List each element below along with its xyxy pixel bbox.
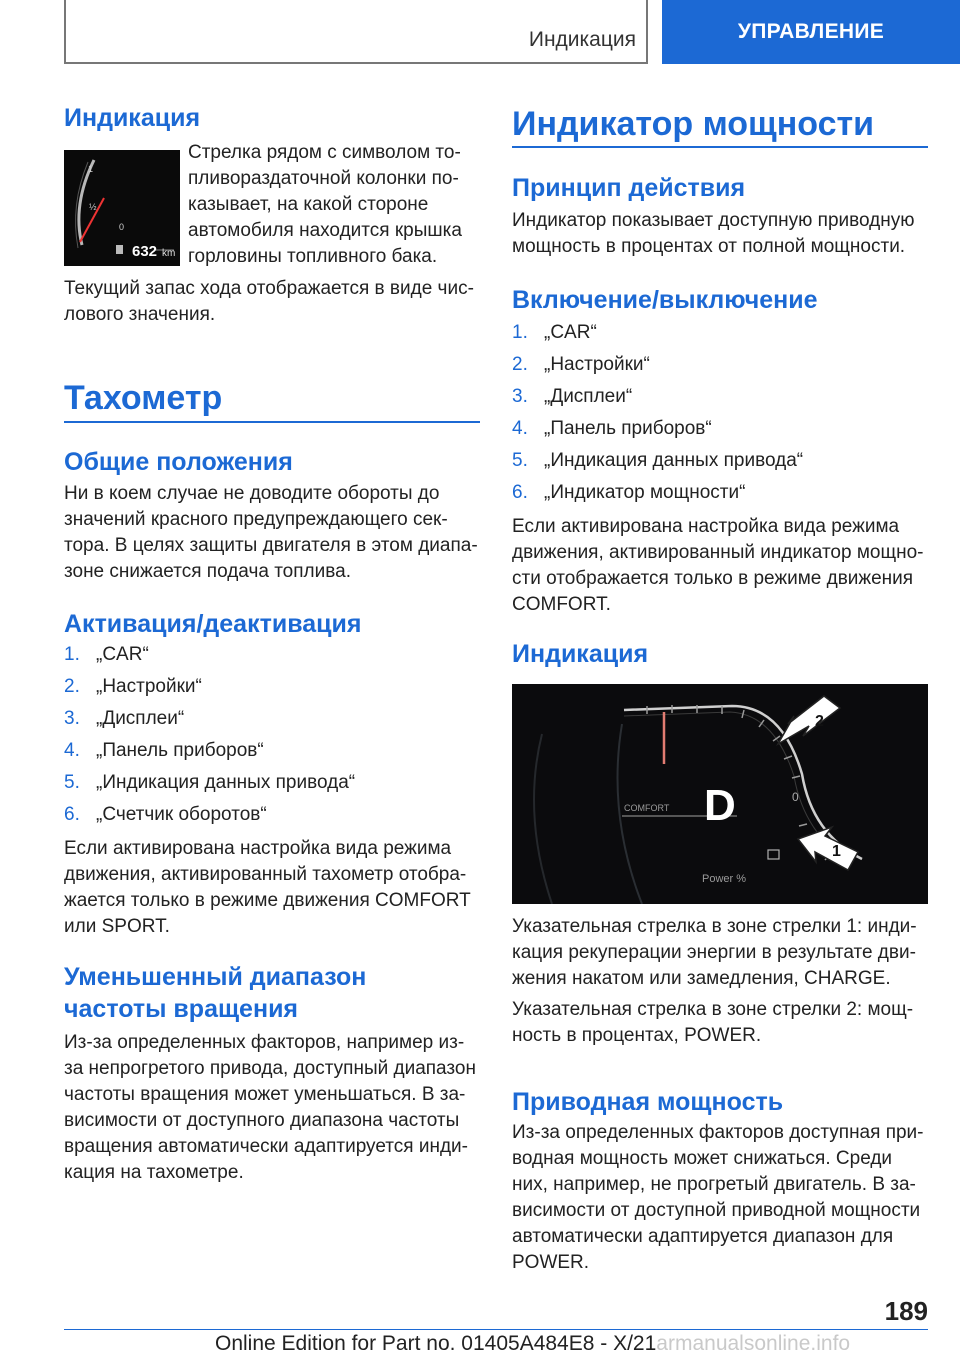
text-line: жается только в режиме движения COMFORT [64, 890, 471, 911]
fuel-gauge-image [64, 150, 180, 266]
text-line: кация рекуперации энергии в результате дви- [512, 942, 916, 963]
heading-line: частоты вращения [64, 995, 299, 1023]
text-line: Текущий запас хода отображается в виде чис- [64, 278, 474, 299]
activation-heading: Активация/деактивация [64, 610, 362, 638]
text-line: частоты вращения может уменьшаться. В за- [64, 1084, 466, 1105]
text-line: COMFORT. [512, 594, 611, 615]
text-line: Из-за определенных факторов, например из- [64, 1032, 465, 1053]
text-line: водная мощность может снижаться. Среди [512, 1148, 893, 1169]
text-line: горловины топливного бака. [188, 246, 438, 267]
page-number: 189 [884, 1296, 928, 1326]
section-rule [64, 421, 480, 423]
mode-label: COMFORT [624, 803, 670, 813]
text-line: лового значения. [64, 304, 216, 325]
text-line: мощность в процентах от полной мощности. [512, 236, 906, 257]
text-line: автоматически адаптируется диапазон для [512, 1226, 894, 1247]
power-display-graphic [512, 684, 928, 904]
range-description [64, 276, 474, 328]
text-line: тора. В целях защиты двигателя в этом диапа- [64, 535, 478, 556]
text-line: Стрелка рядом с символом то- [188, 142, 461, 163]
text-line: движения, активированный индикатор мощно- [512, 542, 924, 563]
list-item: 5. „Индикация данных привода“ [512, 450, 804, 471]
text-line: пливораздаточной колонки по- [188, 168, 459, 189]
power-indicator-heading: Индикатор мощности [512, 105, 875, 143]
text-line: Из-за определенных факторов доступная при- [512, 1122, 924, 1143]
onoff-note [512, 514, 924, 618]
range-unit: km [162, 248, 176, 259]
general-text [64, 481, 478, 585]
list-item: 3. „Дисплеи“ [64, 708, 185, 729]
text-line: за непрогретого привода, доступный диапазон [64, 1058, 476, 1079]
power-display-image [512, 684, 928, 904]
gear-indicator: D [704, 781, 736, 830]
text-line: кация на тахометре. [64, 1162, 244, 1183]
list-item: 4. „Панель приборов“ [64, 740, 264, 761]
text-line: вращения автоматически адаптируется инди- [64, 1136, 468, 1157]
list-item: 6. „Счетчик оборотов“ [64, 804, 267, 825]
text-line: Если активирована настройка вида режима [64, 838, 452, 859]
text-line: висимости от доступного диапазона частоты [64, 1110, 460, 1131]
activation-steps [64, 642, 355, 828]
display-heading: Индикация [512, 640, 649, 668]
principle-text [512, 208, 915, 260]
text-line: автомобиля находится крышка [188, 220, 462, 241]
list-item: 2. „Настройки“ [64, 676, 202, 697]
text-line: или SPORT. [64, 916, 170, 937]
reduced-range-text [64, 1030, 476, 1186]
drive-power-text [512, 1120, 924, 1276]
list-item: 3. „Дисплеи“ [512, 386, 633, 407]
section-rule [512, 146, 928, 148]
header-chapter-tab[interactable]: УПРАВЛЕНИЕ [662, 0, 960, 64]
list-item: 1. „CAR“ [64, 644, 149, 665]
general-heading: Общие положения [64, 448, 293, 476]
range-value: 632 [132, 243, 158, 260]
power-percent-label: Power % [702, 873, 747, 885]
drive-power-heading: Приводная мощность [512, 1088, 784, 1116]
text-line: жения накатом или замедления, CHARGE. [512, 968, 891, 989]
fuel-gauge-graphic [64, 150, 180, 266]
text-line: Индикатор показывает доступную приводную [512, 210, 915, 231]
footer-rule [64, 1329, 928, 1330]
header-section-label: Индикация [528, 28, 636, 51]
arrow2-description [512, 997, 913, 1049]
activation-note [64, 836, 471, 940]
text-line: значений красного предупреждающего сек- [64, 509, 448, 530]
edition-text: Online Edition for Part no. 01405A484E8 - X/21 [215, 1332, 657, 1355]
list-item: 2. „Настройки“ [512, 354, 650, 375]
reduced-range-heading [64, 961, 366, 1025]
text-line: Указательная стрелка в зоне стрелки 1: инди- [512, 916, 917, 937]
text-line: зоне снижается подача топлива. [64, 561, 351, 582]
list-item: 6. „Индикатор мощности“ [512, 482, 746, 503]
text-line: POWER. [512, 1252, 590, 1273]
list-item: 4. „Панель приборов“ [512, 418, 712, 439]
fuel-pump-icon [116, 245, 123, 254]
text-line: ность в процентах, POWER. [512, 1025, 762, 1046]
gauge-mark-half: ½ [89, 202, 97, 212]
text-line: Ни в коем случае не доводите обороты до [64, 483, 440, 504]
text-line: висимости от доступной приводной мощности [512, 1200, 921, 1221]
text-line: Указательная стрелка в зоне стрелки 2: мощ- [512, 999, 914, 1020]
principle-heading: Принцип действия [512, 174, 746, 202]
tachometer-heading: Тахометр [64, 379, 223, 417]
list-item: 5. „Индикация данных привода“ [64, 772, 356, 793]
onoff-steps [512, 320, 803, 506]
onoff-heading: Включение/выключение [512, 286, 818, 314]
fuel-description [188, 140, 462, 270]
footer-edition [215, 1332, 850, 1356]
text-line: Если активирована настройка вида режима [512, 516, 900, 537]
gauge-mark-zero: 0 [119, 222, 125, 232]
text-line: движения, активированный тахометр отобра- [64, 864, 467, 885]
text-line: казывает, на какой стороне [188, 194, 429, 215]
watermark-text: armanualsonline.info [656, 1332, 851, 1355]
heading-line: Уменьшенный диапазон [64, 963, 367, 991]
indication-heading: Индикация [64, 104, 201, 132]
text-line: них, например, не прогретый двигатель. В за- [512, 1174, 916, 1195]
arrow-1-label: 1 [832, 843, 841, 860]
scale-zero: 0 [792, 790, 799, 804]
text-line: сти отображается только в режиме движения [512, 568, 914, 589]
arrow1-description [512, 914, 917, 992]
arrow-2-label: 2 [815, 713, 824, 730]
gauge-mark-one: 1 [88, 164, 94, 174]
list-item: 1. „CAR“ [512, 322, 597, 343]
